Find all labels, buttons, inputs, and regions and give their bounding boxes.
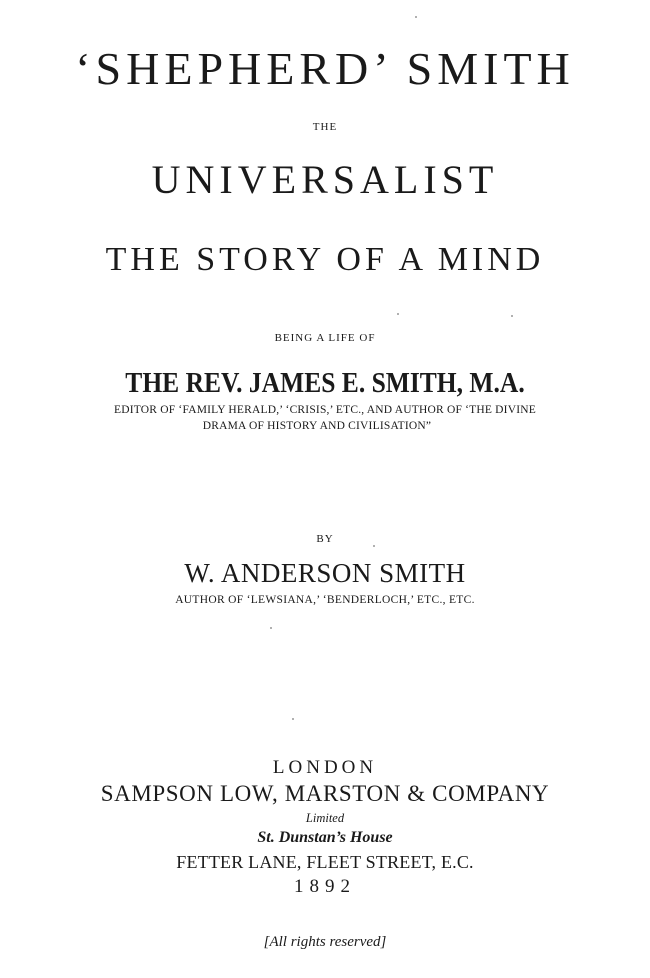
imprint-publisher: SAMPSON LOW, MARSTON & COMPANY	[100, 781, 550, 806]
book-subtitle: THE STORY OF A MIND	[105, 241, 545, 278]
title-connector: THE	[312, 121, 338, 133]
title-universalist: UNIVERSALIST	[151, 157, 499, 202]
being-a-life-of: BEING A LIFE OF	[274, 332, 376, 344]
subject-name: THE REV. JAMES E. SMITH, M.A.	[125, 367, 525, 399]
imprint-limited: Limited	[305, 811, 345, 825]
paper-speck	[292, 718, 294, 720]
paper-speck	[373, 545, 375, 547]
by-label: BY	[316, 533, 334, 545]
imprint-house: St. Dunstan’s House	[257, 829, 393, 846]
imprint-address: FETTER LANE, FLEET STREET, E.C.	[176, 852, 474, 872]
author-name: W. ANDERSON SMITH	[184, 558, 466, 588]
rights-notice: [All rights reserved]	[263, 934, 387, 950]
paper-speck	[415, 16, 417, 18]
book-title: ‘SHEPHERD’ SMITH	[75, 43, 575, 94]
paper-speck	[511, 315, 513, 317]
subject-description-line2: DRAMA OF HISTORY AND CIVILISATION”	[202, 420, 432, 432]
subject-description-line1: EDITOR OF ‘FAMILY HERALD,’ ‘CRISIS,’ ETC., AND AUTHOR OF ‘THE DIVINE	[114, 404, 536, 416]
author-description: AUTHOR OF ‘LEWSIANA,’ ‘BENDERLOCH,’ ETC., ETC.	[175, 594, 475, 606]
imprint-year: 1892	[294, 876, 356, 897]
paper-speck	[397, 313, 399, 315]
paper-speck	[270, 627, 272, 629]
imprint-city: LONDON	[272, 757, 378, 778]
